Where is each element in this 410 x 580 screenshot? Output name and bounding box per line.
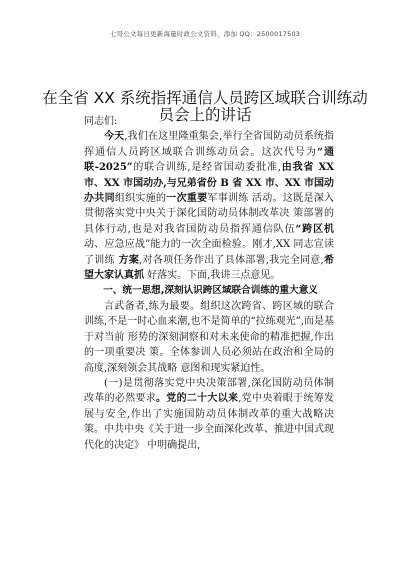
text-run: (一)是贯彻落实党中央决策部署,深化国防动员体制改革的必然要求 [84,377,334,405]
text-run: ,对各项任务作出了具体部署,我完全同意, [139,254,324,266]
paragraph-subsection-1 [84,376,334,453]
text-run: ,党中央着眼于统筹发展与安全,作出了实施国防动员体制改革的重大战略决策。中共中央《关于进一步全面深化改革、推进中国式现代化的决定》 中明确提出, [84,393,335,451]
paragraph-section1: 言武备者,练为最要。组织这次跨省、跨区域的联合训练,不是一时心血来潮,也不是简单的“拉练观光”,而是基于对当前 形势的深刻洞察和对未来使命的精准把握,作出的一项重要决 策。全体参训人员必须站在政治和全局的高度,深刻领会其战略 意图和现实紧迫性。 [84,300,334,374]
text-run: 希望大家认真抓 [84,254,335,282]
text-run: 由我省 XX 市、XX 市国动办,与兄弟省份 B 省 XX 市、XX 市国动办共同 [84,162,335,205]
text-run: “跨区机 [295,223,334,235]
header-note: 七哥公文每日更新海量时政公文资料，添加 QQ：2500017503 [109,30,301,38]
text-run: 动、应急应战”能力的一次全面检验。刚才,XX 同志宣读了训练 [84,239,334,266]
salutation: 同志们: [84,116,118,127]
document-title: 在全省 XX 系统指挥通信人员跨区域联合训练动员会上的讲话 [42,89,368,125]
text-run: 组织实施的 [114,193,167,205]
text-run: 方案 [114,254,140,266]
text-run: 。 [156,393,167,405]
paragraph-opening [84,129,334,283]
text-run: ,我们在这里隆重集会,举行全省国防动员系统指挥通信人员跨区域联合训练动员会。这次代号为 [84,131,335,158]
text-run: 今天 [104,131,125,143]
section-heading-1: 一、统一思想,深刻认识跨区域联合训练的重大意义 [103,285,318,297]
text-run: 一次重要 [166,193,208,205]
text-run: 好落实。下面,我讲三点意见。 [144,270,281,282]
text-run: 军事训练 活动。这既是深入贯彻落实党中央关于深化国防动员体制改革决 策部署的具体行动,也是对我省国防动员指挥通信队伍 [84,193,335,235]
document-body [84,114,334,453]
text-run: “通联-2025” [84,146,334,174]
text-run: 的联合训练,是经省国动委批准, [132,162,281,174]
text-run: 党的二十大以来 [166,393,239,405]
